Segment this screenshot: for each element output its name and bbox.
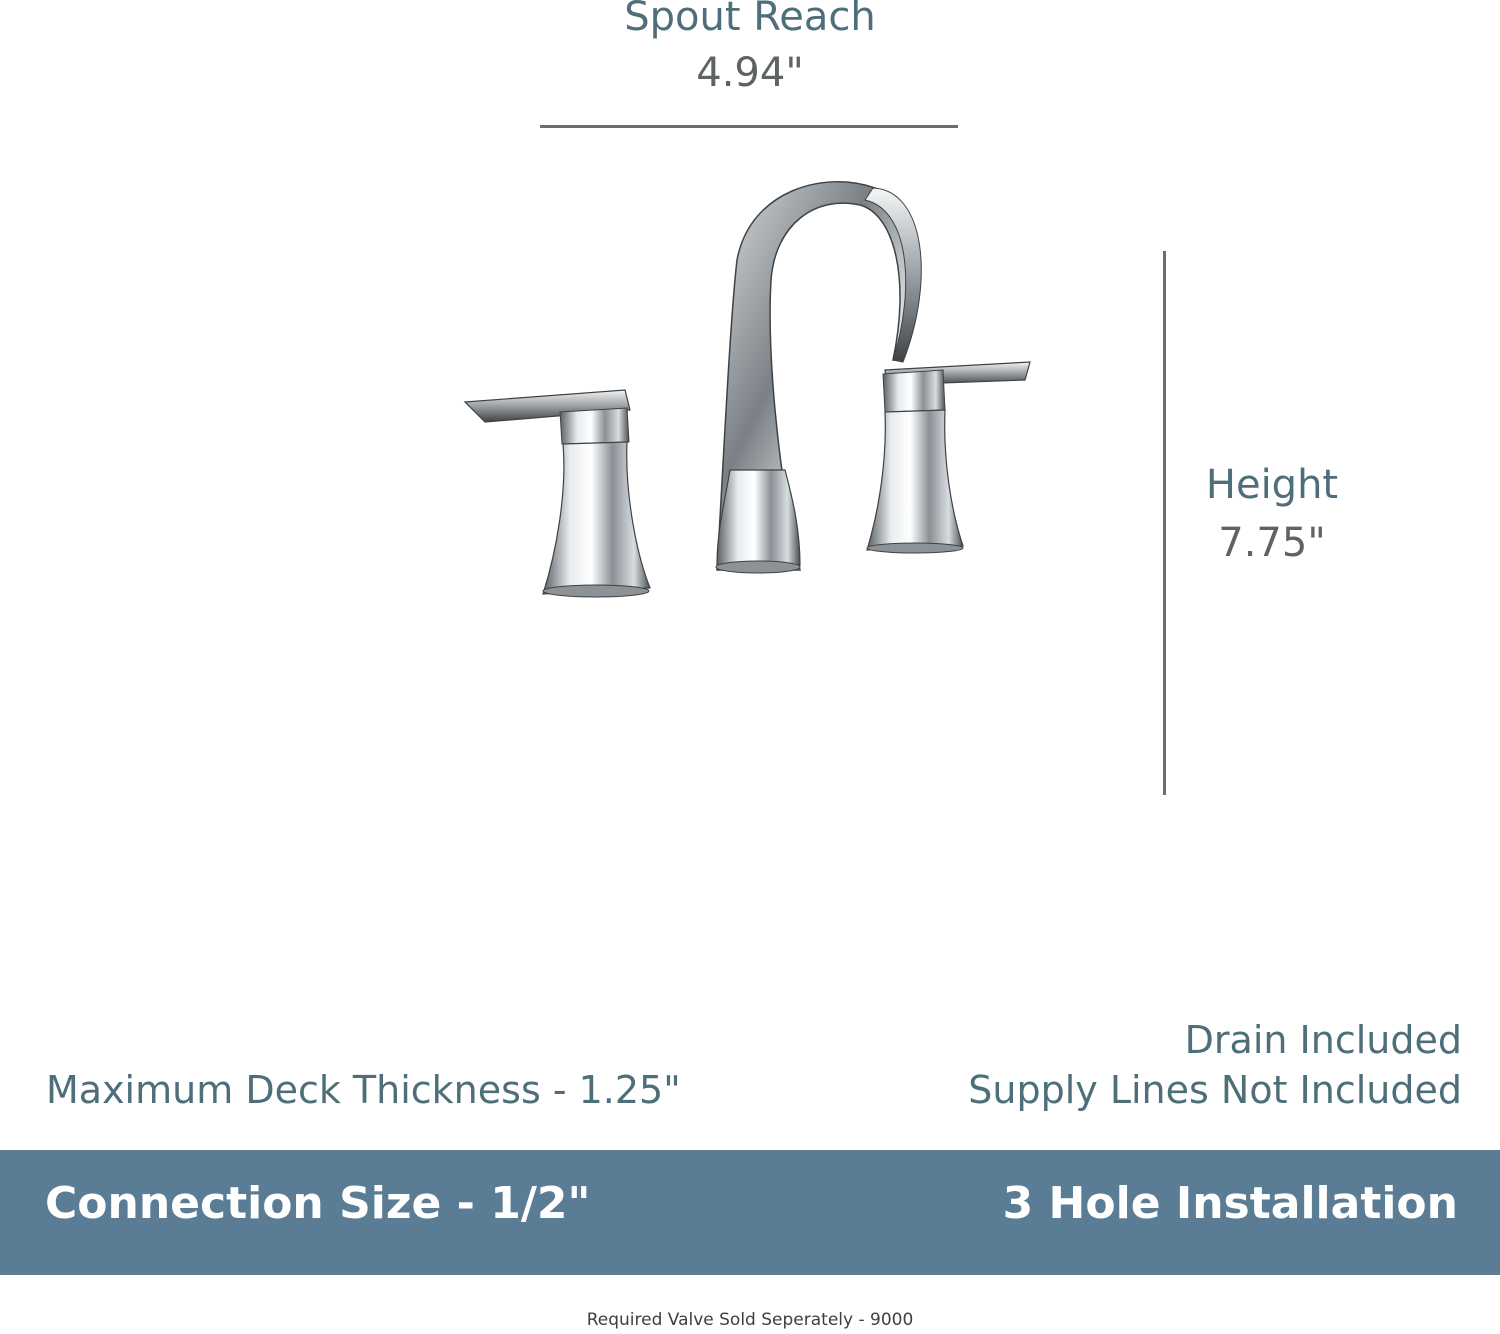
spout-reach-label: Spout Reach bbox=[624, 0, 876, 40]
deck-thickness-spec: Maximum Deck Thickness - 1.25" bbox=[46, 1068, 681, 1112]
supply-lines-spec: Supply Lines Not Included bbox=[968, 1068, 1462, 1112]
valve-footnote: Required Valve Sold Seperately - 9000 bbox=[586, 1310, 914, 1330]
drain-spec: Drain Included bbox=[1184, 1018, 1462, 1062]
faucet-image bbox=[455, 170, 1045, 610]
spout-reach-value: 4.94" bbox=[696, 50, 804, 96]
height-dimension-line bbox=[1163, 251, 1166, 795]
height-label: Height bbox=[1205, 462, 1339, 508]
height-value: 7.75" bbox=[1218, 520, 1326, 566]
installation-spec: 3 Hole Installation bbox=[1002, 1178, 1458, 1229]
spout-reach-dimension-line bbox=[540, 125, 958, 128]
connection-size-spec: Connection Size - 1/2" bbox=[45, 1178, 591, 1229]
info-bar bbox=[0, 1150, 1500, 1275]
